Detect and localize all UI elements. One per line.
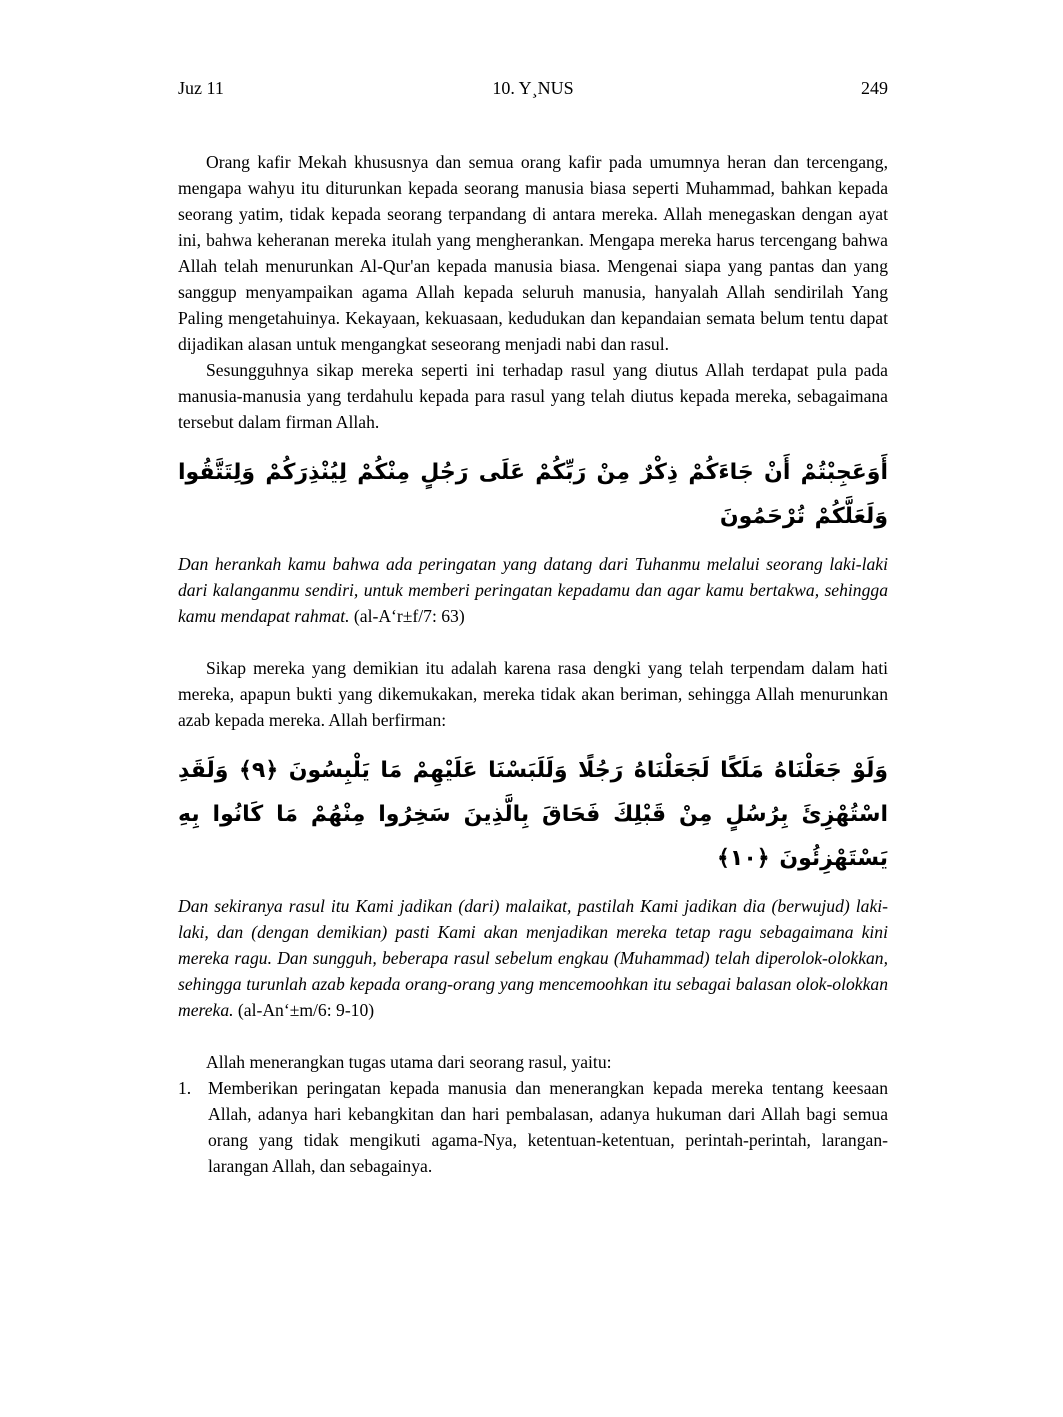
header-juz-label: Juz 11	[178, 78, 224, 98]
list-item-1-text: Memberikan peringatan kepada manusia dan menerangkan kepada mereka tentang keesaan Allah, adanya hari kebangkitan dan hari pembalasan, adanya hukuman dari Allah bagi semua orang yang tidak mengikuti agama-Nya, ketentuan-ketentuan, perintah-perintah, larangan-larangan Allah, dan sebagainya.	[208, 1078, 888, 1176]
arabic-verse-araf-63: أَوَعَجِبْتُمْ أَنْ جَاءَكُمْ ذِكْرٌ مِنْ رَبِّكُمْ عَلَى رَجُلٍ مِنْكُمْ لِيُنْذِرَكُمْ وَلِتَتَّقُوا وَلَعَلَّكُمْ تُرْحَمُونَ	[178, 460, 888, 529]
paragraph-tugas-rasul: Allah menerangkan tugas utama dari seorang rasul, yaitu:	[206, 1052, 612, 1072]
paragraph-sikap: Sikap mereka yang demikian itu adalah karena rasa dengki yang telah terpendam dalam hati mereka, apapun bukti yang dikemukakan, mereka tidak akan beriman, sehingga Allah menurunkan azab kepada mereka. Allah berfirman:	[178, 658, 888, 730]
citation-araf-63: (al-A‘r±f/7: 63)	[349, 606, 465, 626]
translation-araf-63-text: Dan herankah kamu bahwa ada peringatan yang datang dari Tuhanmu melalui seorang laki-laki dari kalanganmu sendiri, untuk memberi peringatan kepadamu dan agar kamu bertakwa, sehingga kamu mendapat rahmat.	[178, 554, 888, 626]
page-header	[178, 78, 888, 99]
paragraph-context: Sesungguhnya sikap mereka seperti ini terhadap rasul yang diutus Allah terdapat pula pada manusia-manusia yang terdahulu kepada para rasul yang telah diutus kepada mereka, sebagaimana tersebut dalam firman Allah.	[178, 360, 888, 432]
header-surah-title: 10. Y¸NUS	[492, 78, 574, 98]
page-body	[178, 149, 888, 1179]
translation-araf-63	[178, 551, 888, 629]
header-page-number: 249	[861, 78, 888, 98]
translation-anam-9-10	[178, 893, 888, 1023]
list-item-1	[178, 1075, 888, 1179]
translation-anam-9-10-text: Dan sekiranya rasul itu Kami jadikan (dari) malaikat, pastilah Kami jadikan dia (berwujud) laki-laki, dan (dengan demikian) pasti Kami akan menjadikan mereka tetap ragu sebagaimana kini mereka ragu. Dan sungguh, beberapa rasul sebelum engkau (Muhammad) telah diperolok-olokkan, sehingga turunlah azab kepada orang-orang yang mencemoohkan itu sebagai balasan olok-olokkan mereka.	[178, 896, 888, 1020]
arabic-verse-anam-9-10: وَلَوْ جَعَلْنَاهُ مَلَكًا لَجَعَلْنَاهُ رَجُلًا وَلَلَبَسْنَا عَلَيْهِمْ مَا يَلْبِسُونَ ﴿٩﴾ وَلَقَدِ اسْتُهْزِئَ بِرُسُلٍ مِنْ قَبْلِكَ فَحَاقَ بِالَّذِينَ سَخِرُوا مِنْهُمْ مَا كَانُوا بِهِ يَسْتَهْزِئُونَ ﴿١٠﴾	[178, 758, 888, 871]
citation-anam-9-10: (al-An‘±m/6: 9-10)	[233, 1000, 375, 1020]
list-item-1-number: 1.	[178, 1078, 192, 1098]
paragraph-intro: Orang kafir Mekah khususnya dan semua orang kafir pada umumnya heran dan tercengang, mengapa wahyu itu diturunkan kepada seorang manusia biasa seperti Muhammad, bahkan kepada seorang yatim, tidak kepada seorang terpandang di antara mereka. Allah menegaskan dengan ayat ini, bahwa keheranan mereka itulah yang mengherankan. Mengapa mereka harus tercengang bahwa Allah telah menurunkan Al-Qur'an kepada manusia biasa. Mengenai siapa yang pantas dan yang sanggup menyampaikan agama Allah kepada seluruh manusia, hanyalah Allah sendirilah Yang Paling mengetahuinya. Kekayaan, kekuasaan, kedudukan dan kepandaian semata belum tentu dapat dijadikan alasan untuk mengangkat seseorang menjadi nabi dan rasul.	[178, 152, 888, 354]
